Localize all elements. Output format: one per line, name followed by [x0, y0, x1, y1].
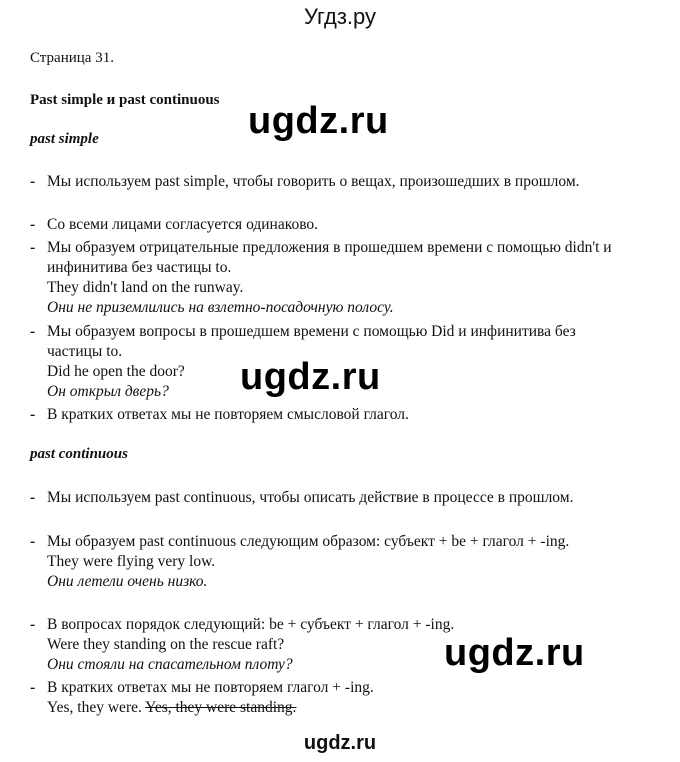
bullet-dash: -: [30, 323, 36, 340]
example-translation: Они летели очень низко.: [47, 573, 208, 590]
item-text: Мы используем past simple, чтобы говорить о вещах, произошедших в прошлом.: [47, 173, 580, 190]
item-text: В кратких ответах мы не повторяем глагол + -ing.: [47, 679, 374, 696]
bullet-dash: -: [30, 616, 36, 633]
subheading-past-continuous: past continuous: [30, 446, 128, 462]
example-sentence: Did he open the door?: [47, 363, 185, 380]
bullet-dash: -: [30, 406, 36, 423]
bullet-dash: -: [30, 173, 36, 190]
section-title: Past simple и past continuous: [30, 92, 220, 108]
bullet-dash: -: [30, 533, 36, 550]
item-text: Мы используем past continuous, чтобы описать действие в процессе в прошлом.: [47, 489, 574, 506]
bullet-dash: -: [30, 489, 36, 506]
item-text: Мы образуем отрицательные предложения в прошедшем времени с помощью didn't и инфинитива без частицы to.: [47, 239, 612, 276]
list-item: [30, 532, 630, 592]
site-header: Угдз.ру: [303, 4, 377, 29]
example-sentence: They were flying very low.: [47, 553, 216, 570]
subheading-past-simple: past simple: [30, 131, 99, 147]
example-translation: Они не приземлились на взлетно-посадочную полосу.: [47, 299, 394, 316]
site-footer: ugdz.ru: [303, 732, 377, 754]
item-text: Со всеми лицами согласуется одинаково.: [47, 216, 319, 233]
example-sentence: They didn't land on the runway.: [47, 279, 244, 296]
list-item: [30, 405, 630, 425]
bullet-dash: -: [30, 216, 36, 233]
example-sentence: Yes, they were.: [47, 699, 142, 716]
watermark: ugdz.ru: [240, 356, 381, 398]
page-label: Страница 31.: [30, 50, 114, 66]
list-item: [30, 678, 630, 718]
item-text: Мы образуем past continuous следующим образом: субъект + be + глагол + -ing.: [47, 533, 570, 550]
example-translation: Он открыл дверь?: [47, 383, 169, 400]
bullet-dash: -: [30, 239, 36, 256]
list-item: [30, 488, 630, 508]
example-translation: Они стояли на спасательном плоту?: [47, 656, 293, 673]
list-item: [30, 172, 630, 192]
bullet-dash: -: [30, 679, 36, 696]
example-line: [47, 698, 630, 718]
watermark: ugdz.ru: [248, 100, 389, 142]
item-text: В кратких ответах мы не повторяем смысловой глагол.: [47, 406, 409, 423]
list-item: [30, 215, 630, 235]
list-item: [30, 238, 630, 318]
example-sentence: Were they standing on the rescue raft?: [47, 636, 285, 653]
item-text: Мы образуем вопросы в прошедшем времени с помощью Did и инфинитива без частицы to.: [47, 323, 576, 360]
watermark: ugdz.ru: [444, 632, 585, 674]
struck-example: Yes, they were standing.: [145, 699, 297, 716]
item-text: В вопросах порядок следующий: be + субъект + глагол + -ing.: [47, 616, 455, 633]
